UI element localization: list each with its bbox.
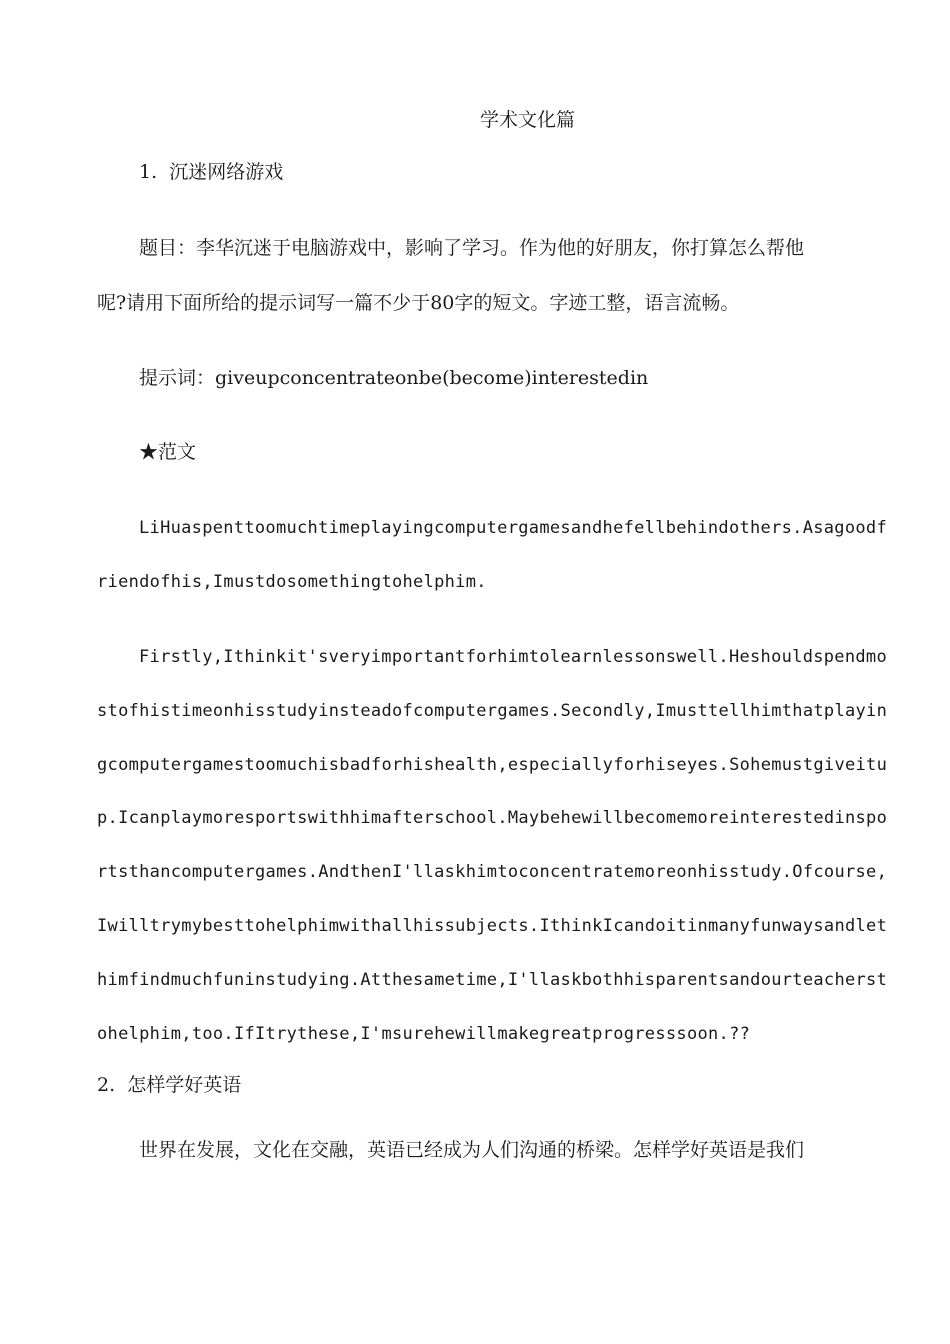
essay-paragraph-2-line: ohelphim,too.IfItrythese,I'msurehewillmakegreatprogresssoon.?? <box>97 1024 751 1044</box>
essay-paragraph-1-line: riendofhis,Imustdosomethingtohelphim. <box>97 572 487 592</box>
essay-paragraph-2-line: Iwilltrymybesttohelphimwithallhissubjects.IthinkIcandoitinmanyfunwaysandlet <box>97 916 888 936</box>
document-title: 学术文化篇 <box>480 109 576 131</box>
section-2-heading: 2. 怎样学好英语 <box>97 1074 242 1096</box>
section-1-prompt-line-2: 呢?请用下面所给的提示词写一篇不少于80字的短文。字迹工整，语言流畅。 <box>97 292 740 314</box>
essay-paragraph-2-line: himfindmuchfuninstudying.Atthesametime,I'llaskbothhisparentsandourteacherst <box>97 970 888 990</box>
essay-paragraph-2-line: p.Icanplaymoresportswithhimafterschool.Maybehewillbecomemoreinterestedinspo <box>97 808 888 828</box>
sample-essay-label: ★范文 <box>139 441 197 463</box>
essay-paragraph-2-line: stofhistimeonhisstudyinsteadofcomputergames.Secondly,Imusttellhimthatplayin <box>97 701 888 721</box>
section-1-heading: 1. 沉迷网络游戏 <box>139 161 284 183</box>
section-2-intro: 世界在发展，文化在交融，英语已经成为人们沟通的桥梁。怎样学好英语是我们 <box>139 1139 805 1161</box>
section-1-prompt-line-1: 题目：李华沉迷于电脑游戏中，影响了学习。作为他的好朋友，你打算怎么帮他 <box>139 237 805 259</box>
essay-paragraph-2-line: gcomputergamestoomuchisbadforhishealth,especiallyforhiseyes.Sohemustgiveitu <box>97 755 888 775</box>
essay-paragraph-2-line: rtsthancomputergames.AndthenI'llaskhimtoconcentratemoreonhisstudy.Ofcourse, <box>97 862 888 882</box>
essay-paragraph-1-line: LiHuaspenttoomuchtimeplayingcomputergamesandhefellbehindothers.Asagoodf <box>139 518 887 538</box>
section-1-hint: 提示词：giveupconcentrateonbe(become)interestedin <box>139 367 649 389</box>
essay-paragraph-2-line: Firstly,Ithinkit'sveryimportantforhimtolearnlessonswell.Heshouldspendmo <box>139 647 887 667</box>
